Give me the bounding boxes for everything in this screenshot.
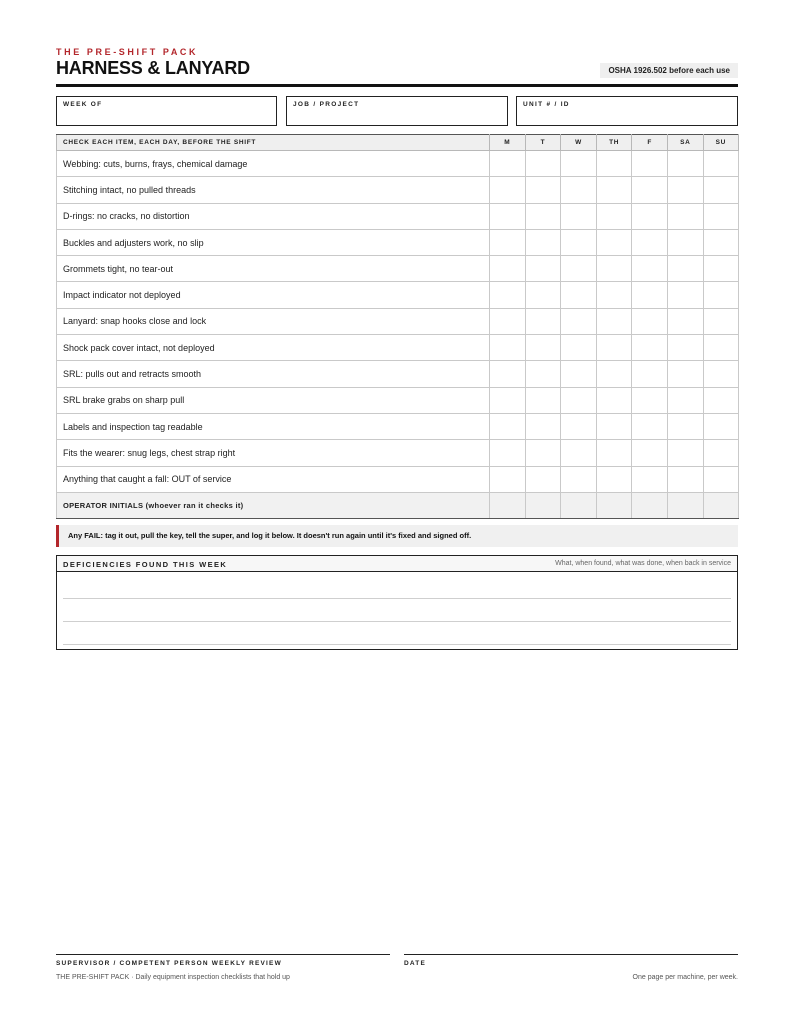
day-check-cell[interactable] [596,440,632,466]
week-of-field[interactable] [56,96,277,126]
day-check-cell[interactable] [596,203,632,229]
day-check-cell[interactable] [525,308,561,334]
day-check-cell[interactable] [561,177,597,203]
checklist-row [57,466,739,492]
checklist-row [57,151,739,177]
checklist-row [57,229,739,255]
day-check-cell[interactable] [561,387,597,413]
day-check-cell[interactable] [632,177,668,203]
day-check-cell[interactable] [632,335,668,361]
checklist-body [57,151,739,519]
day-check-cell[interactable] [596,177,632,203]
day-check-cell[interactable] [561,466,597,492]
checklist-row [57,440,739,466]
day-check-cell[interactable] [703,466,738,492]
day-header-sa: SA [667,135,703,151]
day-check-cell[interactable] [632,387,668,413]
day-check-cell[interactable] [561,151,597,177]
header-rule [56,84,738,87]
day-check-cell[interactable] [490,203,526,229]
checklist-row [57,361,739,387]
checklist-item-label: SRL: pulls out and retracts smooth [57,361,490,387]
week-of-label: WEEK OF [63,101,103,108]
day-check-cell[interactable] [632,440,668,466]
checklist-row [57,177,739,203]
deficiencies-box[interactable] [56,555,738,650]
footer-left: THE PRE-SHIFT PACK · Daily equipment inspection checklists that hold up [56,974,290,981]
checklist-item-label: Fits the wearer: snug legs, chest strap right [57,440,490,466]
day-header-w: W [561,135,597,151]
initials-cell[interactable] [490,492,526,518]
day-check-cell[interactable] [490,466,526,492]
initials-cell[interactable] [561,492,597,518]
checklist-item-label: Grommets tight, no tear-out [57,256,490,282]
day-check-cell[interactable] [667,440,703,466]
day-check-cell[interactable] [490,413,526,439]
checklist-item-label: SRL brake grabs on sharp pull [57,387,490,413]
day-check-cell[interactable] [667,387,703,413]
initials-cell[interactable] [596,492,632,518]
initials-cell[interactable] [703,492,738,518]
deficiency-write-line[interactable] [63,644,731,645]
inspection-checklist-table [56,134,739,519]
day-check-cell[interactable] [667,282,703,308]
checklist-item-label: Buckles and adjusters work, no slip [57,229,490,255]
day-check-cell[interactable] [561,335,597,361]
day-check-cell[interactable] [703,308,738,334]
checklist-header: CHECK EACH ITEM, EACH DAY, BEFORE THE SHIFT [57,135,490,151]
day-check-cell[interactable] [561,440,597,466]
day-check-cell[interactable] [490,440,526,466]
checklist-header-row [57,135,739,151]
checklist-row [57,308,739,334]
checklist-item-label: Impact indicator not deployed [57,282,490,308]
day-check-cell[interactable] [703,282,738,308]
osha-badge: OSHA 1926.502 before each use [600,63,738,78]
day-check-cell[interactable] [596,413,632,439]
day-check-cell[interactable] [525,282,561,308]
day-check-cell[interactable] [490,361,526,387]
day-check-cell[interactable] [596,466,632,492]
checklist-item-label: Anything that caught a fall: OUT of service [57,466,490,492]
deficiencies-title: DEFICIENCIES FOUND THIS WEEK [63,560,228,569]
day-check-cell[interactable] [632,361,668,387]
deficiencies-hint: What, when found, what was done, when back in service [555,560,731,567]
day-check-cell[interactable] [632,151,668,177]
day-header-su: SU [703,135,738,151]
checklist-row [57,203,739,229]
checklist-row [57,256,739,282]
day-check-cell[interactable] [703,387,738,413]
day-check-cell[interactable] [596,361,632,387]
day-check-cell[interactable] [561,413,597,439]
day-check-cell[interactable] [490,177,526,203]
day-check-cell[interactable] [703,361,738,387]
day-check-cell[interactable] [703,256,738,282]
job-project-label: JOB / PROJECT [293,101,360,108]
day-check-cell[interactable] [703,229,738,255]
day-check-cell[interactable] [667,203,703,229]
day-check-cell[interactable] [490,282,526,308]
day-check-cell[interactable] [596,256,632,282]
day-check-cell[interactable] [667,256,703,282]
checklist-item-label: D-rings: no cracks, no distortion [57,203,490,229]
day-check-cell[interactable] [632,308,668,334]
unit-id-label: UNIT # / ID [523,101,570,108]
supervisor-signature-line[interactable]: SUPERVISOR / COMPETENT PERSON WEEKLY REVIEW [56,954,390,967]
unit-id-field[interactable] [516,96,738,126]
checklist-item-label: Stitching intact, no pulled threads [57,177,490,203]
day-check-cell[interactable] [632,203,668,229]
deficiencies-header [57,556,737,572]
day-check-cell[interactable] [525,335,561,361]
day-check-cell[interactable] [703,413,738,439]
day-check-cell[interactable] [525,256,561,282]
day-check-cell[interactable] [561,229,597,255]
day-check-cell[interactable] [490,335,526,361]
series-eyebrow: THE PRE-SHIFT PACK [56,47,199,57]
checklist-item-label: Webbing: cuts, burns, frays, chemical damage [57,151,490,177]
checklist-item-label: Labels and inspection tag readable [57,413,490,439]
day-check-cell[interactable] [490,256,526,282]
day-check-cell[interactable] [596,335,632,361]
fail-notice: Any FAIL: tag it out, pull the key, tell the super, and log it below. It doesn't run again until it's fixed and signed off. [56,525,738,547]
day-check-cell[interactable] [703,335,738,361]
day-check-cell[interactable] [703,203,738,229]
day-check-cell[interactable] [490,308,526,334]
day-check-cell[interactable] [525,229,561,255]
day-check-cell[interactable] [667,151,703,177]
date-signature-line[interactable]: DATE [404,954,738,967]
initials-cell[interactable] [525,492,561,518]
day-check-cell[interactable] [596,282,632,308]
checklist-item-label: Shock pack cover intact, not deployed [57,335,490,361]
day-check-cell[interactable] [596,229,632,255]
day-check-cell[interactable] [596,151,632,177]
day-check-cell[interactable] [632,466,668,492]
day-check-cell[interactable] [632,229,668,255]
day-check-cell[interactable] [703,440,738,466]
day-check-cell[interactable] [561,203,597,229]
day-check-cell[interactable] [667,229,703,255]
day-check-cell[interactable] [667,308,703,334]
day-check-cell[interactable] [490,229,526,255]
day-check-cell[interactable] [525,413,561,439]
initials-cell[interactable] [667,492,703,518]
day-check-cell[interactable] [561,361,597,387]
day-check-cell[interactable] [525,151,561,177]
day-check-cell[interactable] [525,387,561,413]
day-check-cell[interactable] [525,466,561,492]
initials-row [57,492,739,518]
day-header-f: F [632,135,668,151]
deficiency-write-line[interactable] [63,598,731,599]
day-check-cell[interactable] [490,387,526,413]
day-header-th: TH [596,135,632,151]
checklist-page [56,0,738,1028]
checklist-item-label: Lanyard: snap hooks close and lock [57,308,490,334]
deficiency-write-line[interactable] [63,621,731,622]
checklist-row [57,387,739,413]
day-check-cell[interactable] [525,440,561,466]
checklist-row [57,413,739,439]
day-check-cell[interactable] [632,413,668,439]
day-check-cell[interactable] [561,256,597,282]
day-check-cell[interactable] [632,256,668,282]
job-project-field[interactable] [286,96,508,126]
day-check-cell[interactable] [667,177,703,203]
day-check-cell[interactable] [561,308,597,334]
day-check-cell[interactable] [667,466,703,492]
day-check-cell[interactable] [596,308,632,334]
day-check-cell[interactable] [632,282,668,308]
day-check-cell[interactable] [596,387,632,413]
day-check-cell[interactable] [667,335,703,361]
checklist-row [57,335,739,361]
checklist-row [57,282,739,308]
day-check-cell[interactable] [525,361,561,387]
day-check-cell[interactable] [525,177,561,203]
day-check-cell[interactable] [667,413,703,439]
initials-label: OPERATOR INITIALS (whoever ran it checks it) [57,492,490,518]
day-check-cell[interactable] [703,151,738,177]
day-header-m: M [490,135,526,151]
page-title: HARNESS & LANYARD [56,58,250,78]
day-check-cell[interactable] [525,203,561,229]
footer-right: One page per machine, per week. [632,974,738,981]
day-header-t: T [525,135,561,151]
day-check-cell[interactable] [561,282,597,308]
day-check-cell[interactable] [490,151,526,177]
initials-cell[interactable] [632,492,668,518]
day-check-cell[interactable] [667,361,703,387]
day-check-cell[interactable] [703,177,738,203]
